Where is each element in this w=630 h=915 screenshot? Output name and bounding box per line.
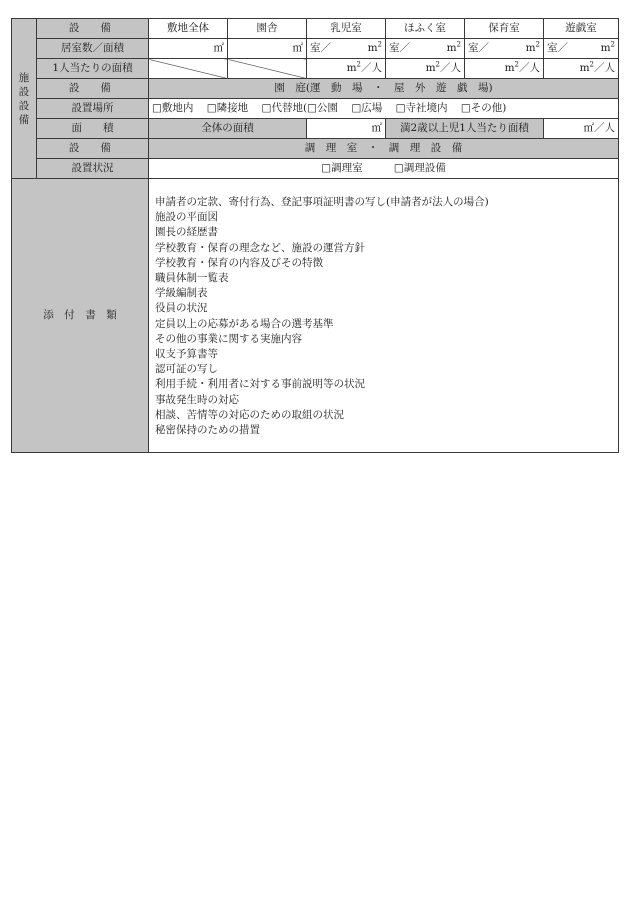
- play-rooms-field[interactable]: 室／ $m^2$: [544, 39, 619, 59]
- attachments-list: [149, 179, 619, 453]
- nursery-rooms-field[interactable]: 室／ $m^2$: [465, 39, 544, 59]
- attachment-item: 園長の経歴書: [155, 226, 218, 239]
- attachment-item: 学校教育・保育の理念など、施設の運営方針: [155, 241, 365, 254]
- attachment-item: 収支予算書等: [155, 348, 218, 361]
- attachment-item: 認可証の写し: [155, 363, 218, 376]
- site-per-person-na: [149, 59, 228, 79]
- col-nursery-room: 保育室: [465, 19, 544, 39]
- attachment-item: 利用手続・利用者に対する事前説明等の状況: [155, 378, 365, 391]
- attachment-item: 学校教育・保育の内容及びその特徴: [155, 256, 323, 269]
- garden-header-label: 設 備: [37, 79, 149, 99]
- building-per-person-na: [228, 59, 307, 79]
- attachment-item: 秘密保持のための措置: [155, 424, 260, 437]
- total-area-field[interactable]: ㎡: [307, 119, 386, 139]
- infant-rooms-field[interactable]: 室／ $m^2$: [307, 39, 386, 59]
- per-person-area-label: 1人当たりの面積: [37, 59, 149, 79]
- kitchen-title: 調 理 室 ・ 調 理 設 備: [149, 139, 619, 159]
- site-area-field[interactable]: ㎡: [149, 39, 228, 59]
- checkbox-adjacent[interactable]: □隣接地: [206, 102, 249, 114]
- location-options: [149, 99, 619, 119]
- area-label: 面 積: [37, 119, 149, 139]
- per-child-area-label: 満2歳以上児1人当たり面積: [386, 119, 544, 139]
- col-site-total: 敷地全体: [149, 19, 228, 39]
- col-play-room: 遊戯室: [544, 19, 619, 39]
- rooms-area-label: 居室数／面積: [37, 39, 149, 59]
- infant-per-person-field[interactable]: $m^2/$人: [307, 59, 386, 79]
- attachment-item: 相談、苦情等の対応のための取組の状況: [155, 408, 344, 421]
- crawling-rooms-field[interactable]: 室／ $m^2$: [386, 39, 465, 59]
- attachment-item: 申請者の定款、寄付行為、登記事項証明書の写し(申請者が法人の場合): [155, 196, 489, 208]
- checkbox-kitchen-equipment[interactable]: □調理設備: [393, 162, 446, 174]
- attachment-item: 定員以上の応募がある場合の選考基準: [155, 317, 334, 330]
- facility-table: [11, 18, 619, 453]
- garden-title: 園 庭(運 動 場 ・ 屋 外 遊 戯 場): [149, 79, 619, 99]
- checkbox-kitchen-room[interactable]: □調理室: [321, 162, 363, 174]
- attachment-item: 学級編制表: [155, 287, 208, 300]
- per-child-area-field[interactable]: ㎡／人: [544, 119, 619, 139]
- checkbox-square[interactable]: □広場: [351, 102, 383, 114]
- attachments-label: 添 付 書 類: [12, 179, 149, 453]
- checkbox-other[interactable]: □その他): [460, 102, 507, 114]
- application-form-page: [11, 18, 618, 453]
- nursery-per-person-field[interactable]: $m^2/$人: [465, 59, 544, 79]
- checkbox-alternative-park[interactable]: □代替地(□公園: [261, 102, 338, 114]
- checkbox-on-site[interactable]: □敷地内: [152, 102, 194, 114]
- kitchen-options: [149, 159, 619, 179]
- location-label: 設置場所: [37, 99, 149, 119]
- crawling-per-person-field[interactable]: $m^2/$人: [386, 59, 465, 79]
- total-area-label: 全体の面積: [149, 119, 307, 139]
- building-area-field[interactable]: ㎡: [228, 39, 307, 59]
- facility-section-label: 施 設 設 備: [12, 19, 37, 179]
- checkbox-temple-grounds[interactable]: □寺社境内: [395, 102, 448, 114]
- attachment-item: 役員の状況: [155, 302, 208, 315]
- attachment-item: 施設の平面図: [155, 211, 218, 224]
- attachment-item: その他の事業に関する実施内容: [155, 332, 302, 345]
- installation-status-label: 設置状況: [37, 159, 149, 179]
- col-crawling-room: ほふく室: [386, 19, 465, 39]
- play-per-person-field[interactable]: $m^2/$人: [544, 59, 619, 79]
- attachment-item: 職員体制一覧表: [155, 272, 229, 285]
- facility-header-label: 設 備: [37, 19, 149, 39]
- kitchen-header-label: 設 備: [37, 139, 149, 159]
- col-infant-room: 乳児室: [307, 19, 386, 39]
- attachment-item: 事故発生時の対応: [155, 393, 239, 406]
- col-building: 園舎: [228, 19, 307, 39]
